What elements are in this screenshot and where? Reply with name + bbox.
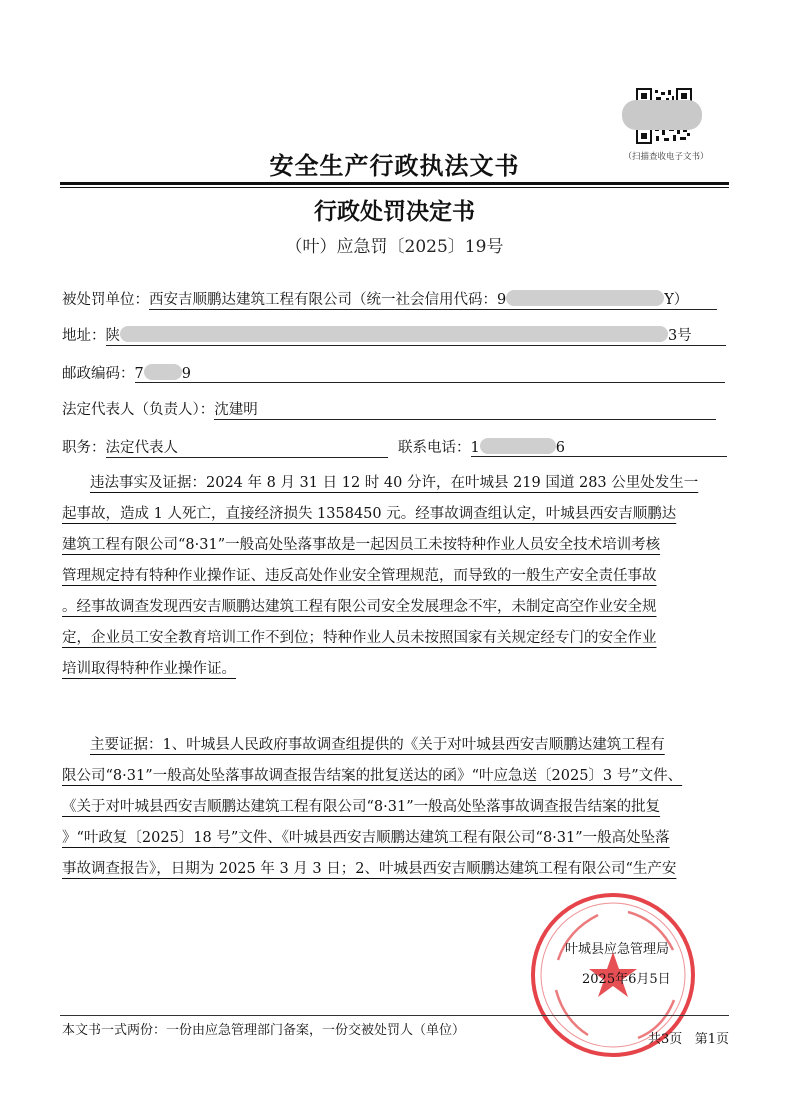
facts-line: 。经事故调查发现西安吉顺鹏达建筑工程有限公司安全发展理念不牢，未制定高空作业安全规 <box>62 599 657 615</box>
qr-caption: （扫描查收电子文书） <box>623 152 709 162</box>
total-pages: 共3页 <box>648 1032 683 1047</box>
evidence-paragraph <box>62 730 730 885</box>
issuing-org: 叶城县应急管理局 <box>565 942 670 957</box>
phone-value: 1 6 <box>471 438 727 457</box>
facts-paragraph <box>62 468 730 685</box>
page-indicator <box>648 1028 729 1047</box>
redaction-mask <box>622 100 702 130</box>
address-value: 陕 3号 <box>106 324 726 346</box>
phone-row <box>398 436 727 457</box>
postcode-row <box>62 362 725 383</box>
redaction-mask <box>120 326 668 342</box>
facts-line: 管理规定持有特种作业操作证、违反高处作业安全管理规范，而导致的一般生产安全责任事故 <box>62 568 657 584</box>
redaction-mask <box>144 364 182 380</box>
position-value: 法定代表人 <box>106 436 388 458</box>
facts-line: 起事故，造成 1 人死亡，直接经济损失 1358450 元。经事故调查组认定，叶城县西安吉顺鹏达 <box>62 506 677 522</box>
header-rule-thick <box>60 182 729 185</box>
header-rule-thin <box>60 187 729 188</box>
evidence-line: 《关于对叶城县西安吉顺鹏达建筑工程有限公司“8·31”一般高处坠落事故调查报告结案的批复 <box>62 799 661 815</box>
redaction-mask <box>506 290 664 306</box>
penalized-unit-row <box>62 288 717 310</box>
penalized-unit-value: 西安吉顺鹏达建筑工程有限公司（统一社会信用代码：9 Y） <box>149 288 717 310</box>
document-number: （叶）应急罚〔2025〕19号 <box>285 237 504 257</box>
footer-note: 本文书一式两份：一份由应急管理部门备案，一份交被处罚人（单位） <box>62 1023 466 1038</box>
legal-rep-label: 法定代表人（负责人）： <box>62 402 215 418</box>
penalized-unit-label: 被处罚单位： <box>62 292 149 308</box>
facts-line: 定，企业员工安全教育培训工作不到位；特种作业人员未按照国家有关规定经专门的安全作业 <box>62 630 657 646</box>
position-label: 职务： <box>62 440 106 456</box>
issue-date: 2025年6月5日 <box>582 972 671 987</box>
document-category: 安全生产行政执法文书 <box>269 152 520 180</box>
facts-line: 建筑工程有限公司“8·31”一般高处坠落事故是一起因员工未按特种作业人员安全技术培训考核 <box>62 537 661 553</box>
facts-line: 培训取得特种作业操作证。 <box>62 661 236 677</box>
current-page: 第1页 <box>694 1032 729 1047</box>
legal-rep-value: 沈建明 <box>214 398 716 420</box>
document-title: 行政处罚决定书 <box>314 199 475 225</box>
redaction-mask <box>480 438 556 454</box>
postcode-label: 邮政编码： <box>62 366 135 382</box>
evidence-line: 事故调查报告》，日期为 2025 年 3 月 3 日；2、叶城县西安吉顺鹏达建筑工程有限公司“生产安 <box>62 861 677 877</box>
legal-rep-row <box>62 398 716 420</box>
footer-rule <box>60 1015 729 1016</box>
address-label: 地址： <box>62 328 106 344</box>
facts-line: 违法事实及证据：2024 年 8 月 31 日 12 时 40 分许，在叶城县 219 国道 283 公里处发生一 <box>90 475 699 491</box>
postcode-value: 7 9 <box>135 364 725 383</box>
evidence-line: 限公司“8·31”一般高处坠落事故调查报告结案的批复送达的函》“叶应急送〔2025〕3 号”文件、 <box>62 768 683 784</box>
evidence-line: 主要证据：1、叶城县人民政府事故调查组提供的《关于对叶城县西安吉顺鹏达建筑工程有 <box>90 737 665 753</box>
position-row <box>62 436 388 458</box>
address-row <box>62 324 726 346</box>
phone-label: 联系电话： <box>398 440 471 456</box>
evidence-line: 》“叶政复〔2025〕18 号”文件、《叶城县西安吉顺鹏达建筑工程有限公司“8·31”一般高处坠落 <box>62 830 670 846</box>
